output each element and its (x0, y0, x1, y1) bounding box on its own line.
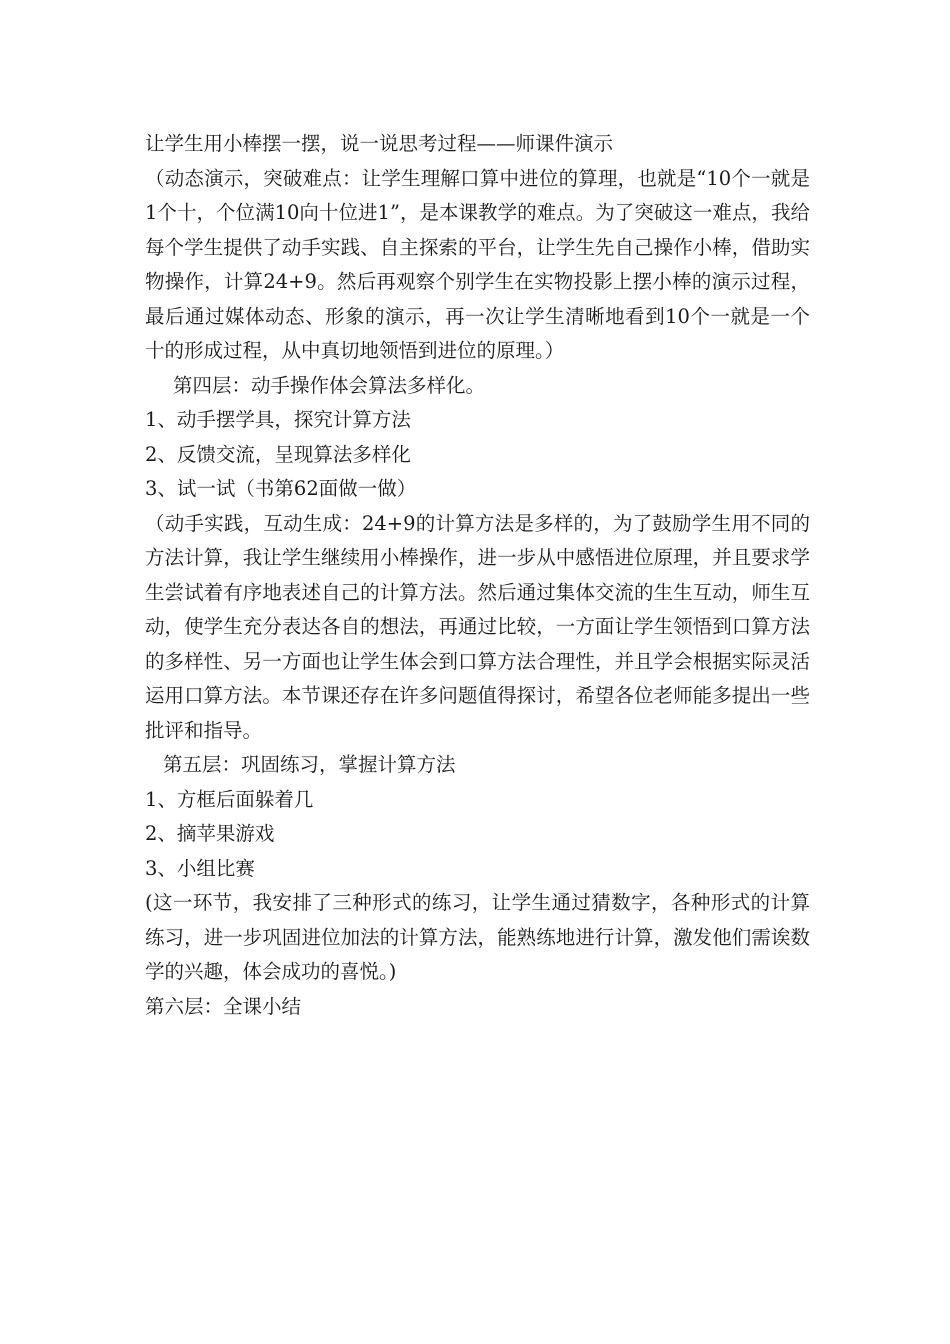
explanation-note-2: （动手实践，互动生成：24+9的计算方法是多样的，为了鼓励学生用不同的方法计算，我让学生继续用小棒操作，进一步从中感悟进位原理，并且要求学生尝试着有序地表述自己的计算方法。然后通过集体交流的生生互动，师生互动，使学生充分表达各自的想法，再通过比较，一方面让学生领悟到口算方法的多样性、另一方面也让学生体会到口算方法合理性，并且学会根据实际灵活运用口算方法。本节课还存在许多问题值得探讨，希望各位老师能多提出一些批评和指导。 (145, 511, 810, 742)
layer-6-heading: 第六层：全课小结 (145, 994, 302, 1018)
explanation-note-3: (这一环节，我安排了三种形式的练习，让学生通过猜数字，各种形式的计算练习，进一步巩固进位加法的计算方法，能熟练地进行计算，激发他们需诶数学的兴趣，体会成功的喜悦。) (145, 891, 810, 983)
layer-5-item-3: 3、小组比赛 (145, 856, 255, 880)
layer-4-item-2: 2、反馈交流，呈现算法多样化 (145, 442, 411, 466)
layer-5-heading: 第五层：巩固练习，掌握计算方法 (163, 753, 456, 776)
layer-5-item-2: 2、摘苹果游戏 (145, 822, 275, 845)
explanation-note-1: （动态演示，突破难点：让学生理解口算中进位的算理，也就是“10个一就是1个十，个位满10向十位进1”，是本课教学的难点。为了突破这一难点，我给每个学生提供了动手实践、自主探索的平台，让学生先自己操作小棒，借助实物操作，计算24+9。然后再观察个别学生在实物投影上摆小棒的演示过程，最后通过媒体动态、形象的演示，再一次让学生清晰地看到10个一就是一个十的形成过程，从中真切地领悟到进位的原理。） (145, 166, 810, 362)
layer-4-item-1: 1、动手摆学具，探究计算方法 (145, 408, 411, 431)
document-body (145, 127, 810, 1024)
layer-4-heading: 第四层：动手操作体会算法多样化。 (173, 373, 486, 397)
layer-4-item-3: 3、试一试（书第62面做一做） (145, 477, 417, 500)
layer-5-item-1: 1、方框后面躲着几 (145, 787, 314, 811)
intro-line: 让学生用小棒摆一摆，说一说思考过程——师课件演示 (145, 132, 614, 155)
